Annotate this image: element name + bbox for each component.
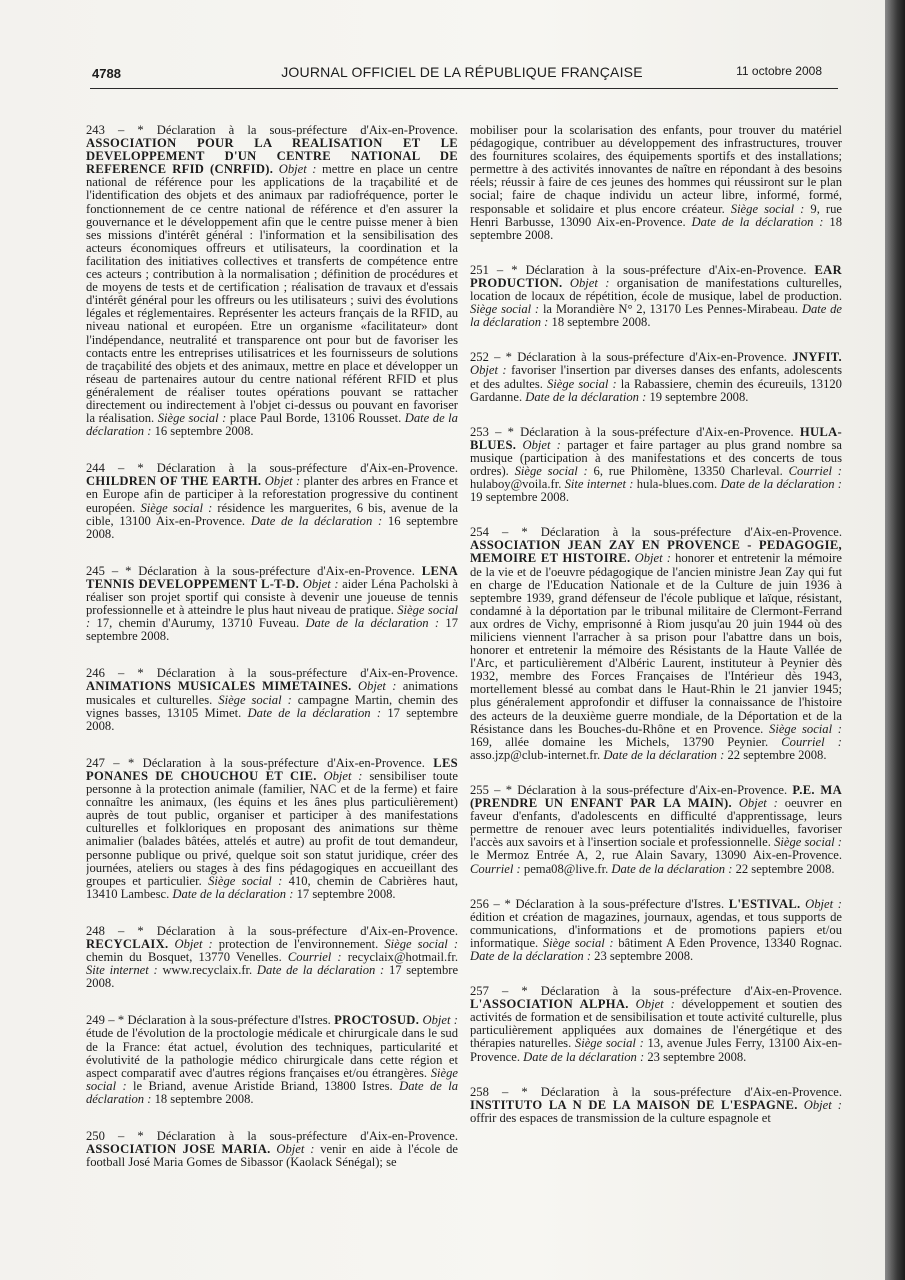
association-name: P.E. MA (PRENDRE UN ENFANT PAR LA MAIN). [470,782,842,811]
notice-intro: 248 – * Déclaration à la sous-préfecture d'Aix-en-Provence. [86,923,458,938]
siege-text: 13, avenue Jules Ferry, 13100 Aix-en-Provence. [470,1036,842,1064]
objet-text: édition et création de magazines, journaux, agendas, et tous supports de communications, d'informations et de promotions papiers et/ou informatique. [470,909,842,950]
notice-intro: 249 – * Déclaration à la sous-préfecture d'Istres. [86,1013,331,1028]
notice-intro: 250 – * Déclaration à la sous-préfecture d'Aix-en-Provence. [86,1129,458,1143]
siege-label: Siège social : [384,936,458,951]
siege-text: chemin du Bosquet, 13770 Venelles. [86,950,282,965]
association-name: EAR PRODUCTION. [470,262,842,290]
site-text: www.recyclaix.fr. [162,963,253,978]
notice [86,462,458,541]
page-header [92,62,832,88]
association-name: ASSOCIATION JOSE MARIA. [86,1142,271,1157]
date-label: Date de la déclaration : [470,948,592,963]
date-text: 17 septembre 2008. [86,963,458,991]
notice-continuation [470,124,842,242]
association-name: INSTITUTO LA N DE LA MAISON DE L'ESPAGNE. [470,1097,798,1112]
siege-label: Siège social : [470,302,540,317]
objet-label: Objet : [422,1013,458,1028]
objet-text: aider Léna Pacholski à réaliser son projet sportif qui consiste à devenir une joueuse de tennis professionnelle et à atteindre le plus haut niveau de pratique. [86,576,458,618]
notice-gap [470,404,842,426]
association-name: RECYCLAIX. [86,936,169,951]
siege-label: Siège social : [774,835,842,850]
date-label: Date de la déclaration : [720,477,842,492]
notice-intro: 255 – * Déclaration à la sous-préfecture d'Aix-en-Provence. [470,782,788,797]
date-text: 17 septembre 2008. [296,886,396,901]
association-name: L'ESTIVAL. [728,896,801,911]
courriel-text: recyclaix@hotmail.fr. [347,950,458,965]
association-name: CHILDREN OF THE EARTH. [86,474,262,489]
notice-gap [470,242,842,264]
date-text: 23 septembre 2008. [594,948,694,963]
notice [470,264,842,329]
left-column [86,124,458,1274]
siege-text: 6, rue Philomène, 13350 Charleval. [593,463,783,478]
objet-text: favoriser l'insertion par diverses danses des enfants, adolescents et des adultes. [470,363,842,391]
siege-text: le Briand, avenue Aristide Briand, 13800 Istres. [133,1078,393,1093]
objet-label: Objet : [174,936,213,951]
objet-text: oeuvrer en faveur d'enfants, d'adolescents en difficulté d'apprentissage, leurs permettre de renouer avec leurs potentialités individuelles, favoriser l'accès aux savoirs et à l'insertion sociale et professionnelle. [470,796,842,850]
date-label: Date de la déclaration : [305,616,440,631]
date-label: Date de la déclaration : [523,1049,645,1064]
courriel-label: Courriel : [287,950,342,965]
objet-label: Objet : [470,363,507,378]
notice [86,124,458,438]
objet-label: Objet : [276,1142,315,1157]
siege-label: Siège social : [86,603,458,631]
date-text: 17 septembre 2008. [86,616,458,644]
date-label: Date de la déclaration : [86,411,458,439]
courriel-label: Courriel : [788,463,842,478]
siege-text: 17, chemin d'Aurumy, 13710 Fuveau. [96,616,300,631]
notice [86,1130,458,1169]
notice-intro: 244 – * Déclaration à la sous-préfecture d'Aix-en-Provence. [86,461,458,476]
date-label: Date de la déclaration : [691,214,824,229]
objet-label: Objet : [738,796,778,811]
siege-label: Siège social : [157,411,227,426]
notice-gap [86,643,458,667]
siege-label: Siège social : [542,935,614,950]
continuation-siege: 9, rue Henri Barbusse, 13090 Aix-en-Provence. [470,201,842,229]
siege-text: la Morandière N° 2, 13170 Les Pennes-Mirabeau. [542,302,799,317]
notice [470,898,842,963]
objet-label: Objet : [264,474,301,489]
notice [470,985,842,1064]
objet-text: planter des arbres en France et en Europe afin de participer à la reforestation progressive du continent européen. [86,474,458,515]
page-number: 4788 [92,66,121,81]
date-label: Date de la déclaration : [86,1078,458,1106]
courriel-label: Courriel : [781,734,842,749]
objet-label: Objet : [278,162,317,177]
site-label: Site internet : [86,963,158,978]
siege-text: bâtiment A Eden Provence, 13340 Rognac. [618,935,842,950]
date-label: Date de la déclaration : [247,705,382,720]
header-rule [90,88,838,89]
objet-text: protection de l'environnement. [218,936,379,951]
date-text: 16 septembre 2008. [86,513,458,541]
notice-intro: 257 – * Déclaration à la sous-préfecture d'Aix-en-Provence. [470,984,842,999]
notice-gap [470,762,842,784]
notice-intro: 247 – * Déclaration à la sous-préfecture d'Aix-en-Provence. [86,755,425,770]
siege-label: Siège social : [208,873,283,888]
date-text: 18 septembre 2008. [551,315,651,330]
date-label: Date de la déclaration : [470,302,842,330]
objet-text: développement et soutien des activités de formation et de sensibilisation et toute activité culturelle, plus particulièrement appliquées aux domaines de l'énergétique et des thérapies naturelles. [470,997,842,1051]
objet-text: organisation de manifestations culturelles, location de locaux de répétition, école de musique, label de production. [470,275,842,304]
association-name: ASSOCIATION JEAN ZAY EN PROVENCE - PEDAGOGIE, MEMOIRE ET HISTOIRE. [470,538,842,566]
notice-intro: 258 – * Déclaration à la sous-préfecture d'Aix-en-Provence. [470,1084,842,1099]
siege-text: 410, chemin de Cabrières haut, 13410 Lambesc. [86,873,458,901]
objet-text: mettre en place un centre national de référence pour les applications de la traçabilité et de l'identification des objets et des animaux par radiofréquence, porter le fonctionnement de ce centre national de référence et d'en assurer la gouvernance et le développement afin que le centre puisse mener à bien ses missions d'intérêt général : l'information et la sensibilisation des acteurs économiques offreurs et utilisateurs, la coordination et la facilitation des initiatives collectives et transferts de compétence entre ces acteurs ; contribution à la normalisation ; définition de procédures et de moyens de tests et de certification ; réalisation de travaux et d'essais d'intérêt général pour les offreurs ou les utilisateurs ; suivi des évolutions légales et réglementaires. Représenter les acteurs français de la RFID, au niveau national et européen. Etre un organisme «facilitateur» dont l'indépendance, neutralité et transparence ont pour but de favoriser les contacts entre les entreprises utilisatrices et les fournisseurs de solutions de traçabilité des objets et des animaux, mettre en place et développer un réseau de partenaires autour du centre national référent RFID et plus généralement de réaliser toutes opérations pouvant se rattacher directement ou indirectement à l'objet ci-dessus ou pouvant en favoriser la réalisation. [86,162,458,426]
site-label: Site internet : [564,477,634,492]
association-name: PROCTOSUD. [334,1013,420,1028]
notice [470,784,842,876]
notice [86,925,458,990]
objet-label: Objet : [569,275,610,290]
objet-label: Objet : [323,768,363,783]
scan-shadow [885,0,905,1280]
notice-gap [86,901,458,925]
notice [470,526,842,762]
association-name: JNYFIT. [792,350,842,365]
courriel-text: hulaboy@voila.fr. [470,477,562,492]
date-label: Date de la déclaration : [256,963,385,978]
date-text: 18 septembre 2008. [154,1091,254,1106]
notice-gap [86,1106,458,1130]
continuation-text: mobiliser pour la scolarisation des enfants, pour trouver du matériel pédagogique, contribuer au développement des infrastructures, trouver des fournitures scolaires, des équipements sportifs et des installations; permettre à des activités innovantes de naître en répondant à des besoins réels; réussir à faire de ces jeunes des hommes qui réussiront sur le plan social; faire de chaque individu un acteur libre, informé, formé, responsable et solidaire et plus encore créateur. [470,124,842,216]
notice [86,1014,458,1106]
association-name: LENA TENNIS DEVELOPPEMENT L-T-D. [86,563,458,591]
objet-label: Objet : [302,576,339,591]
siege-text: résidence les marguerites, 6 bis, avenue de la cible, 13100 Aix-en-Provence. [86,500,458,528]
courriel-text: asso.jzp@club-internet.fr. [470,747,601,762]
objet-text: venir en aide à l'école de football José Maria Gomes de Sibassor (Kaolack Sénégal); se [86,1142,458,1170]
date-text: 23 septembre 2008. [647,1049,747,1064]
notice-gap [86,438,458,462]
date-label: Date de la déclaration : [603,747,725,762]
notice-gap [470,329,842,351]
notice-gap [470,963,842,985]
courriel-label: Courriel : [470,861,521,876]
notice-intro: 251 – * Déclaration à la sous-préfecture d'Aix-en-Provence. [470,262,807,277]
notice [470,426,842,505]
siege-label: Siège social : [86,1065,458,1093]
objet-label: Objet : [803,1097,842,1112]
notice-gap [470,876,842,898]
notice-intro: 246 – * Déclaration à la sous-préfecture d'Aix-en-Provence. [86,666,458,681]
siege-text: campagne Martin, chemin des vignes basses, 13105 Mimet. [86,692,458,720]
siege-label: Siège social : [574,1036,644,1051]
siege-text: 169, allée domaine les Michels, 13790 Peynier. [470,734,769,749]
notice-intro: 256 – * Déclaration à la sous-préfecture d'Istres. [470,896,725,911]
objet-label: Objet : [522,437,561,452]
siege-text: place Paul Borde, 13106 Rousset. [229,411,402,426]
courriel-text: pema08@live.fr. [523,861,609,876]
association-name: L'ASSOCIATION ALPHA. [470,997,629,1012]
notice [86,565,458,644]
association-name: HULA-BLUES. [470,424,842,452]
journal-title: JOURNAL OFFICIEL DE LA RÉPUBLIQUE FRANÇAISE [281,64,643,80]
date-text: 16 septembre 2008. [154,424,254,439]
association-name: ANIMATIONS MUSICALES MIMETAINES. [86,679,352,694]
notice-gap [86,541,458,565]
objet-text: honorer et entretenir la mémoire de la vie et de l'oeuvre pédagogique de l'ancien ministre Jean Zay qui fut en charge de l'Education Nationale et de la Culture de juin 1936 à septembre 1939, grand défenseur de l'école publique et laïque, résistant, condamné à la déportation par le tribunal militaire de Clermont-Ferrand aux ordres de Vichy, emprisonné à Riom jusqu'au 20 juin 1944 où des miliciens viennent l'arracher à sa prison pour l'abattre dans un bois, honorer et entretenir la mémoire des Résistants de la Haute Vallée de l'Arc, et particulièrement d'Albéric Laurent, instituteur à Peynier dès 1932, membre des Forces Françaises de l'Intérieur dès 1943, mortellement blessé au combat dans le Haut-Rhin le 21 janvier 1945; plus généralement approfondir et diffuser la connaissance de l'histoire des acteurs de la deuxième guerre mondiale, de la Déportation et de la Résistance dans les Bouches-du-Rhône et en Provence. [470,551,842,736]
right-column [470,124,842,1274]
notice [86,667,458,732]
date-label: Date de la déclaration : [525,389,647,404]
notice-intro: 253 – * Déclaration à la sous-préfecture d'Aix-en-Provence. [470,424,794,439]
notice-intro: 254 – * Déclaration à la sous-préfecture d'Aix-en-Provence. [470,525,842,540]
notice-intro: 243 – * Déclaration à la sous-préfecture d'Aix-en-Provence. [86,124,458,137]
notice-intro: 252 – * Déclaration à la sous-préfecture d'Aix-en-Provence. [470,350,787,365]
objet-text: sensibiliser toute personne à la protection animale (familier, NAC et de la ferme) et faire connaître les animaux, (les équins et les ânes plus particulièrement) auprès de tout public, organiser et participer à des manifestations culturelles et folkloriques en proposant des animations sur thème animalier (balades bâtées, attelés et autre) au profit de tout demandeur, personne publique ou privé, quelque soit son statut juridique, créer des journées, ateliers ou stages à des fins pédagogiques en accueillant des groupes et particulier. [86,768,458,888]
date-text: 17 septembre 2008. [86,705,458,733]
notice-intro: 245 – * Déclaration à la sous-préfecture d'Aix-en-Provence. [86,563,415,578]
continuation-date: 18 septembre 2008. [470,214,842,242]
siege-label: Siège social : [140,500,213,515]
date-text: 19 septembre 2008. [470,490,569,505]
siege-label: Siège social : [514,463,588,478]
objet-label: Objet : [635,997,675,1012]
objet-label: Objet : [805,896,842,911]
notice [470,351,842,403]
notice [86,757,458,901]
notice-gap [470,1064,842,1086]
objet-text: offrir des espaces de transmission de la culture espagnole et [470,1110,771,1125]
date-text: 22 septembre 2008. [735,861,835,876]
date-label: Date de la déclaration : [250,513,383,528]
association-name: LES PONANES DE CHOUCHOU ET CIE. [86,755,458,783]
siege-label: Siège social : [218,692,292,707]
date-label: Date de la déclaration : [611,861,733,876]
objet-label: Objet : [357,679,397,694]
siege-label: Siège social : [769,721,842,736]
siege-label: Siège social : [546,376,617,391]
notice-gap [86,990,458,1014]
notice-gap [86,733,458,757]
date-text: 19 septembre 2008. [649,389,749,404]
date-text: 22 septembre 2008. [727,747,827,762]
notice [470,1086,842,1125]
objet-text: partager et faire partager au plus grand nombre sa musique (participation à des manifestations et des concerts de tous ordres). [470,437,842,478]
notice-gap [470,504,842,526]
siege-text: la Rabassiere, chemin des écureuils, 13120 Gardanne. [470,376,842,404]
siege-label: Siège social : [730,201,805,216]
issue-date: 11 octobre 2008 [736,64,822,78]
objet-text: animations musicales et culturelles. [86,679,458,707]
objet-label: Objet : [634,551,671,566]
siege-text: le Mermoz Entrée A, 2, rue Alain Savary, 13090 Aix-en-Provence. [470,848,842,863]
association-name: ASSOCIATION POUR LA REALISATION ET LE DEVELOPPEMENT D'UN CENTRE NATIONAL DE REFERENCE RFID (CNRFID). [86,136,458,177]
objet-text: étude de l'évolution de la proctologie médicale et chirurgicale dans le sud de la France: état actuel, évolution des techniques, particularité et évolutivité de la pathologie médico chirurgicale dans cette région et aspect comparatif avec d'autres régions françaises et/ou étrangères. [86,1026,458,1080]
site-text: hula-blues.com. [636,477,718,492]
date-label: Date de la déclaration : [172,886,294,901]
